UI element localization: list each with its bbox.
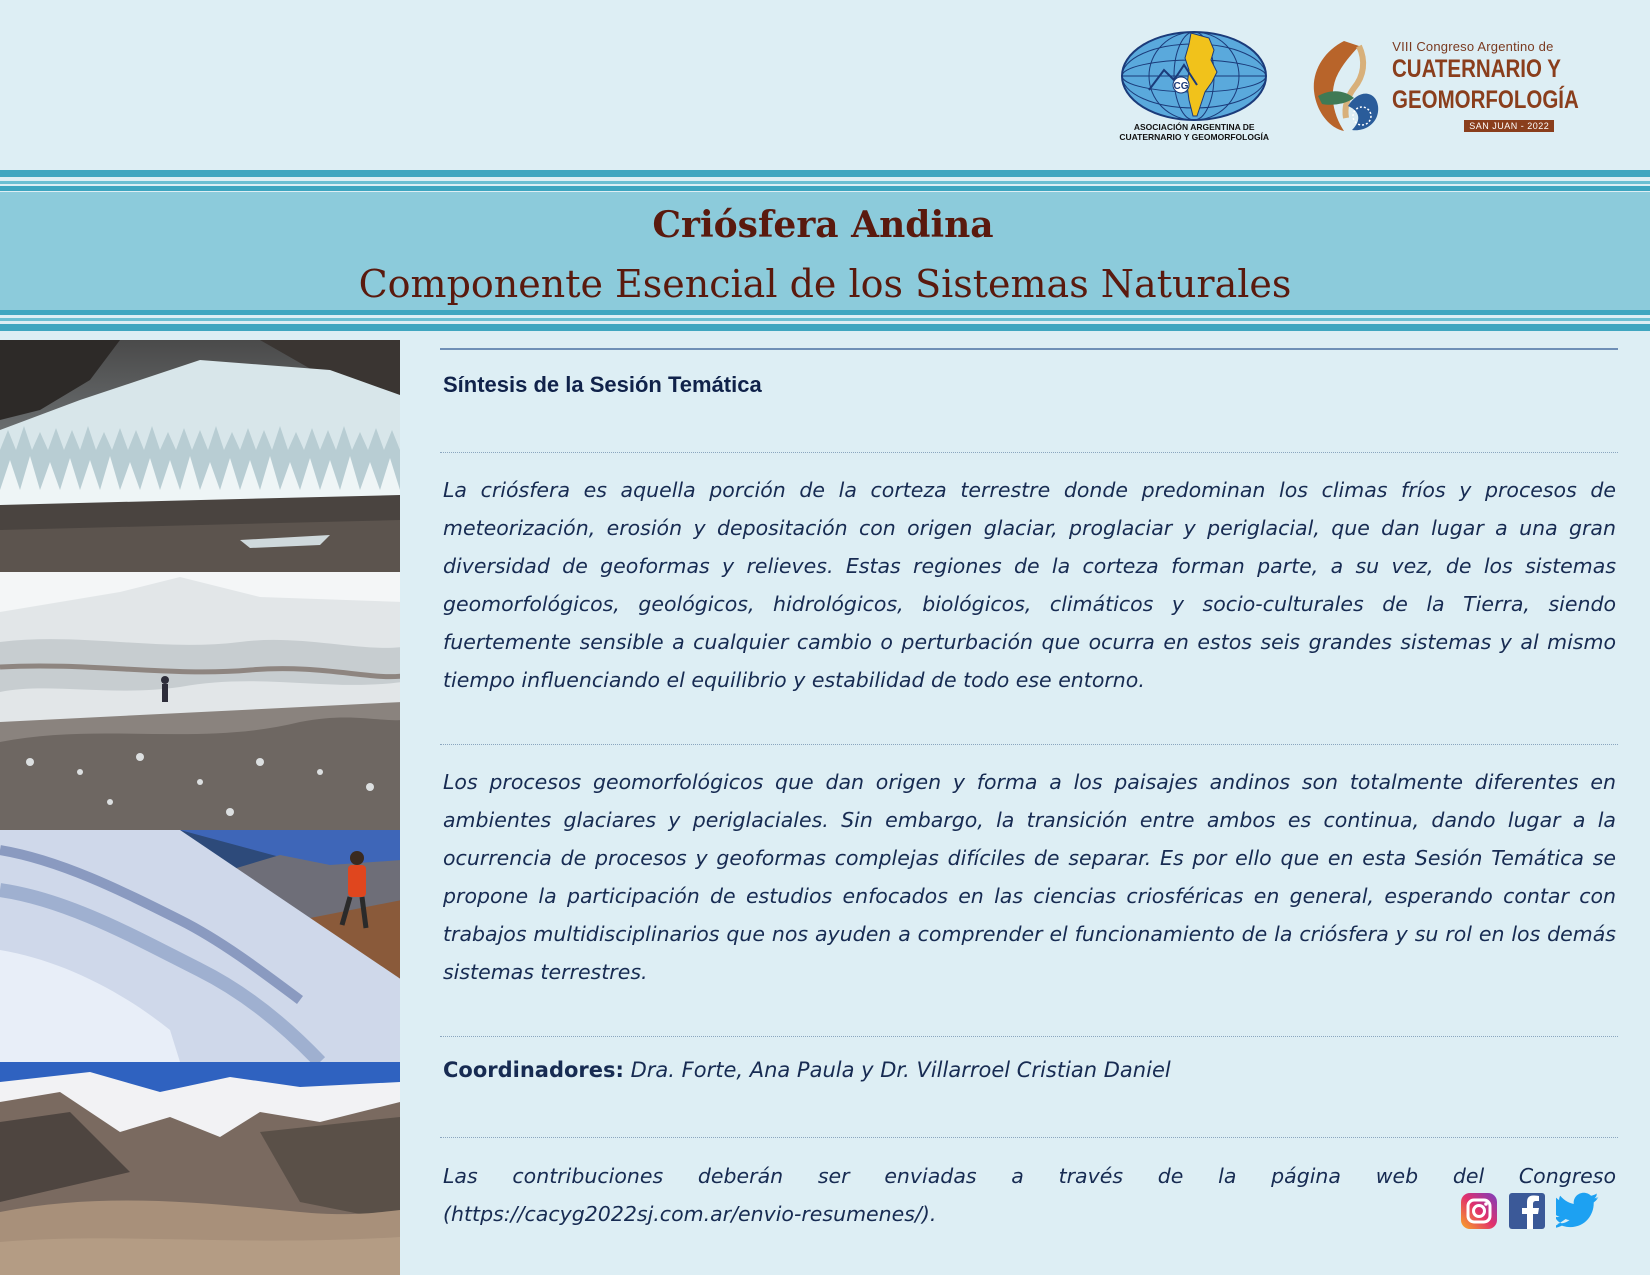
aacg-caption-line2: CUATERNARIO Y GEOMORFOLOGÍA <box>1119 132 1270 142</box>
social-links <box>1460 1192 1600 1230</box>
band-stripe-bottom2 <box>0 324 1650 331</box>
band-stripe-bottom-thin <box>0 318 1650 321</box>
photo-glacier-climber <box>0 572 400 830</box>
band-stripe-top2 <box>0 186 1650 191</box>
photo-penitentes <box>0 340 400 572</box>
contributions-text: Las contribuciones deberán ser enviadas a través de la página web del Congreso (https://cacyg2022sj.com.ar/envio-resumenes/). <box>443 1164 1616 1226</box>
paragraph-1: La criósfera es aquella porción de la corteza terrestre donde predominan los climas fríos y procesos de meteorización, erosión y depositación con origen glaciar, proglaciar y periglacial, que dan lugar a una gran diversidad de geoformas y relieves. Estas regiones de la corteza forman parte, a su vez, de los sistemas geomorfológicos, geológicos, hidrológicos, biológicos, climáticos y socio-culturales de la Tierra, siendo fuertemente sensible a cualquier cambio o perturbación que ocurra en estos seis grandes sistemas y al mismo tiempo influenciando el equilibrio y estabilidad de todo ese entorno. <box>443 478 1616 692</box>
divider <box>440 452 1618 453</box>
divider <box>440 1137 1618 1138</box>
instagram-icon[interactable] <box>1460 1192 1498 1230</box>
congreso-subtitle: VIII Congreso Argentino de <box>1392 38 1554 54</box>
aacg-logo <box>1104 30 1284 142</box>
band-stripe-top-thin <box>0 181 1650 184</box>
congreso-emblem-icon <box>1304 36 1384 136</box>
congreso-badge: SAN JUAN - 2022 <box>1464 120 1554 132</box>
congreso-title-line2: GEOMORFOLOGÍA <box>1392 85 1579 114</box>
aacg-logo-c: CG <box>1173 81 1189 92</box>
header-logos <box>1104 30 1620 142</box>
photo-column <box>0 340 402 1275</box>
divider <box>440 744 1618 745</box>
title-band <box>0 170 1650 340</box>
twitter-icon[interactable] <box>1556 1192 1600 1230</box>
facebook-icon[interactable] <box>1508 1192 1546 1230</box>
congreso-logo <box>1304 36 1620 136</box>
band-stripe-top <box>0 170 1650 177</box>
section-heading: Síntesis de la Sesión Temática <box>443 372 762 397</box>
photo-ice-hiker <box>0 830 400 1062</box>
paragraph-2: Los procesos geomorfológicos que dan origen y forma a los paisajes andinos son totalmente diferentes en ambientes glaciares y periglaciales. Sin embargo, la transición entre ambos es continua, dando lugar a la ocurrencia de procesos y geoformas complejas difíciles de separar. Es por ello que en esta Sesión Temática se propone la participación de estudios enfocados en las ciencias criosféricas en general, esperando contar con trabajos multidisciplinarios que nos ayuden a comprender el funcionamiento de la criósfera y su rol en los demás sistemas terrestres. <box>443 770 1616 984</box>
content-top-rule <box>440 348 1618 350</box>
coordinators <box>443 1058 1171 1082</box>
divider <box>440 1036 1618 1037</box>
globe-icon <box>1119 30 1269 122</box>
page-subtitle: Componente Esencial de los Sistemas Naturales <box>358 262 1292 306</box>
congreso-title-line1: CUATERNARIO Y <box>1392 54 1562 83</box>
page-title: Criósfera Andina <box>652 204 994 246</box>
photo-andes-valley <box>0 1062 400 1275</box>
coordinators-names: Dra. Forte, Ana Paula y Dr. Villarroel Cristian Daniel <box>630 1058 1171 1082</box>
aacg-caption-line1: ASOCIACIÓN ARGENTINA DE <box>1133 122 1255 132</box>
coordinators-label: Coordinadores: <box>443 1058 624 1082</box>
band-stripe-bottom <box>0 310 1650 315</box>
band-main <box>0 192 1650 310</box>
